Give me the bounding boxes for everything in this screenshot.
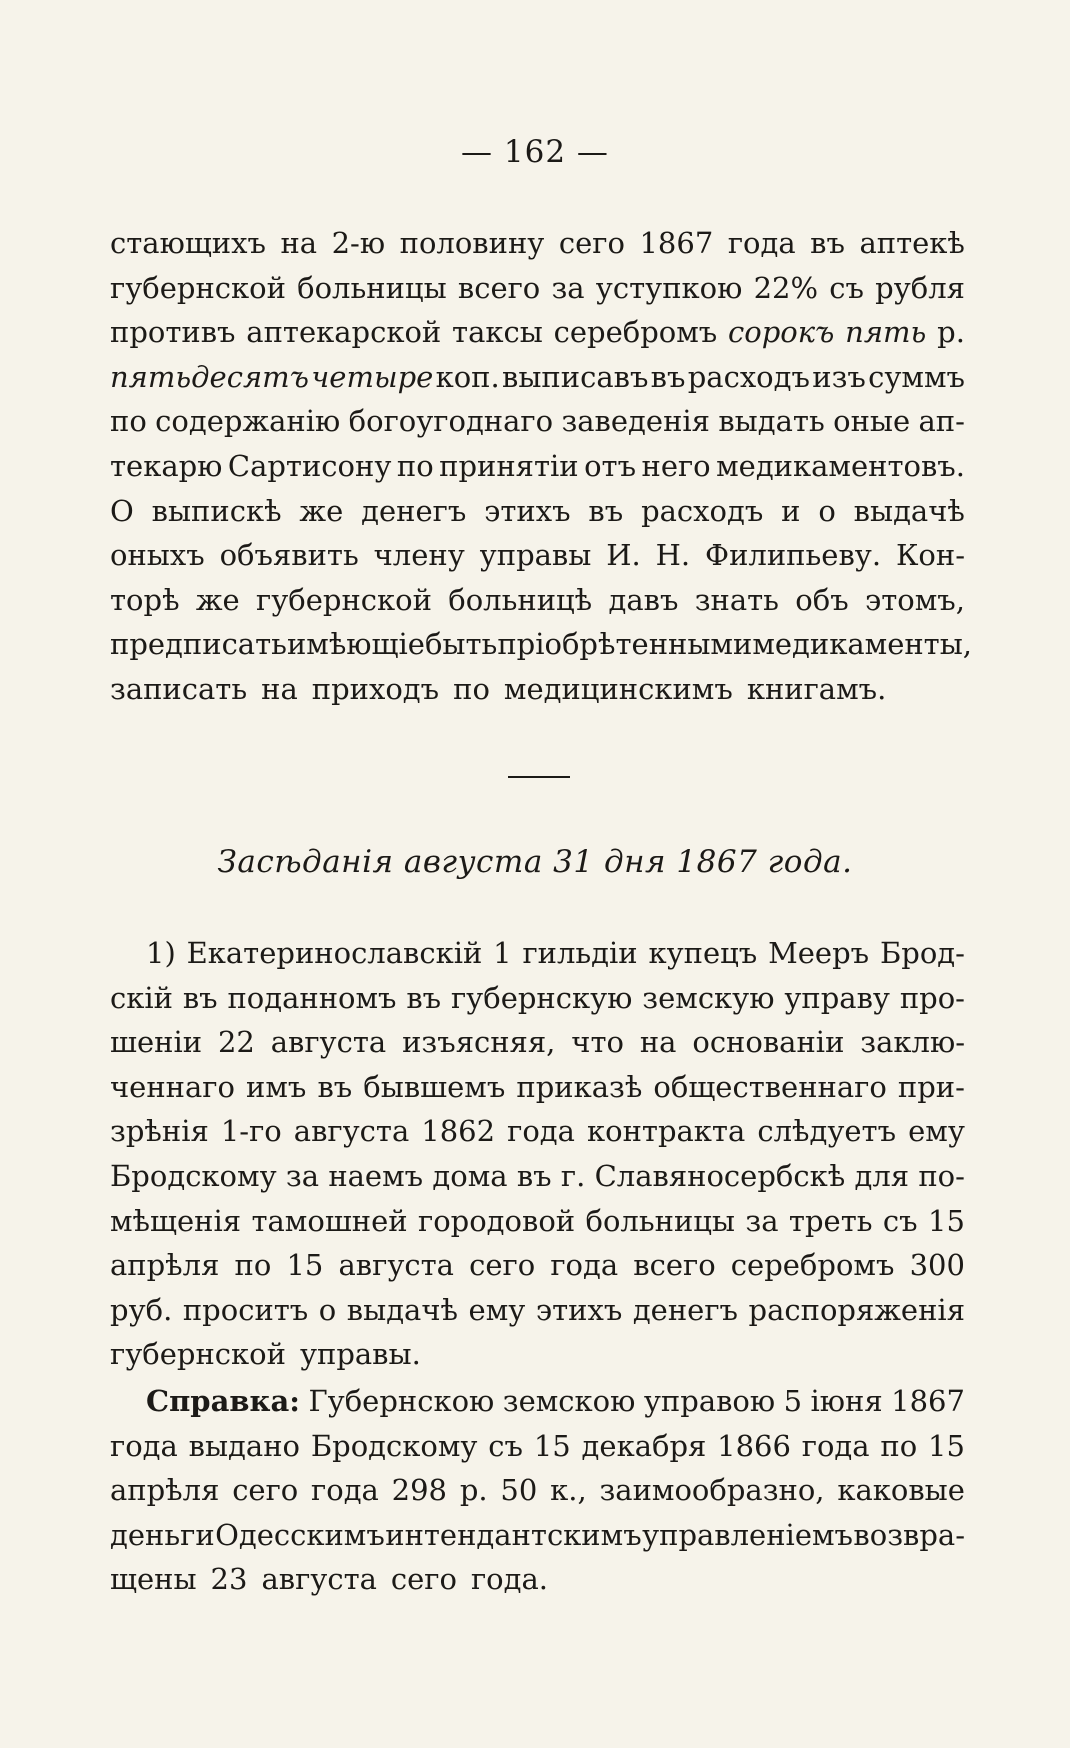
- text-line: [110, 310, 965, 355]
- word: управы.: [299, 1337, 421, 1372]
- word: объ: [795, 582, 849, 617]
- word: Бродскому: [110, 1158, 277, 1193]
- word: аптекѣ: [859, 226, 965, 260]
- word: наемъ: [328, 1158, 424, 1193]
- text-line: [110, 976, 965, 1021]
- word: управленіемъ: [642, 1517, 853, 1552]
- word: имъ: [246, 1069, 307, 1104]
- word: декабря: [581, 1428, 707, 1463]
- text-line: [110, 578, 965, 623]
- word: половину: [399, 226, 545, 260]
- word: управу: [784, 980, 890, 1015]
- word: записать: [110, 671, 248, 706]
- word: Кон-: [895, 538, 965, 573]
- word: слѣдуетъ: [757, 1114, 897, 1149]
- word: съ: [882, 1203, 918, 1238]
- word: сего: [558, 226, 625, 260]
- word: же: [299, 493, 344, 528]
- word: стающихъ: [110, 226, 266, 260]
- word: И.: [606, 538, 641, 573]
- word: к.,: [550, 1473, 587, 1508]
- word: Одесскимъ: [215, 1517, 385, 1552]
- word: имѣющіе: [286, 627, 425, 662]
- word: 298: [391, 1473, 448, 1508]
- word: управы: [479, 538, 592, 573]
- text-line: [110, 266, 965, 311]
- word: текарю: [110, 448, 223, 483]
- word: Губернскою: [308, 1384, 495, 1418]
- word: губернской: [110, 1337, 286, 1372]
- word: 22: [217, 1025, 255, 1060]
- word: по-: [918, 1158, 965, 1193]
- word: быть: [424, 627, 498, 662]
- word: богоугоднаго: [348, 404, 554, 439]
- word: каковые: [837, 1473, 965, 1508]
- word: денегъ: [632, 1292, 738, 1327]
- word: приходъ: [311, 671, 440, 706]
- word: 15: [533, 1428, 571, 1463]
- word: медикаменты,: [752, 627, 973, 662]
- word: о: [318, 1292, 337, 1327]
- text-line: [110, 1020, 965, 1065]
- word: августа: [293, 1114, 410, 1149]
- word: расходъ: [641, 493, 764, 528]
- word: въ: [588, 493, 624, 528]
- word: городовой: [418, 1203, 576, 1238]
- word: распоряженія: [748, 1292, 965, 1327]
- word: 15: [286, 1248, 324, 1283]
- word: сорокъ: [728, 315, 835, 350]
- text-line: [110, 1109, 965, 1154]
- word: г.: [560, 1158, 586, 1193]
- word: 300: [909, 1248, 965, 1283]
- word: 1867: [891, 1384, 965, 1418]
- word: купецъ: [648, 936, 758, 970]
- word: всего: [457, 270, 541, 305]
- word: августа: [270, 1025, 387, 1060]
- word: Мееръ: [768, 936, 870, 970]
- word: него: [641, 448, 711, 483]
- word: 5: [783, 1384, 803, 1418]
- word: принятіи: [439, 448, 579, 483]
- word: дома: [432, 1158, 508, 1193]
- word: заимообразно,: [599, 1473, 825, 1508]
- word: сего: [232, 1473, 299, 1508]
- word: съ: [488, 1428, 523, 1463]
- word: основаніи: [692, 1025, 845, 1060]
- word: Н.: [655, 538, 691, 573]
- text-line: [110, 1288, 965, 1333]
- word: таксы: [452, 315, 543, 350]
- word: четыре: [311, 359, 434, 394]
- word: Сартисону: [227, 448, 392, 483]
- word: давъ: [608, 582, 679, 617]
- word: съ: [829, 270, 864, 305]
- word: щены: [110, 1562, 197, 1597]
- word: больницѣ: [448, 582, 593, 617]
- word: въ: [810, 226, 845, 260]
- text-line: [110, 1513, 965, 1558]
- word: уступкою: [595, 270, 743, 305]
- word: августа: [261, 1562, 377, 1597]
- word: денегъ: [361, 493, 467, 528]
- word: противъ: [110, 315, 236, 350]
- word: рубля: [875, 270, 965, 305]
- word: выпискѣ: [151, 493, 282, 528]
- word: земскою: [502, 1384, 636, 1418]
- word: губернской: [110, 270, 286, 305]
- word: 1867: [639, 226, 714, 260]
- word: года: [801, 1428, 870, 1463]
- word: Екатеринославскій: [186, 936, 483, 970]
- word: для: [854, 1158, 910, 1193]
- word: р.: [459, 1473, 488, 1508]
- word: мѣщенія: [110, 1203, 242, 1238]
- word: медицинскимъ: [503, 671, 733, 706]
- word: деньги: [110, 1517, 215, 1552]
- word: въ: [516, 1158, 552, 1193]
- word: аптекарской: [246, 315, 442, 350]
- word: приказѣ: [516, 1069, 643, 1104]
- word: Филипьеву.: [705, 538, 882, 573]
- word: 2-ю: [331, 226, 386, 260]
- page-number: — 162 —: [461, 134, 609, 170]
- word: по: [234, 1248, 272, 1283]
- word: изъясняя,: [402, 1025, 556, 1060]
- text-line: [110, 221, 965, 266]
- word: за: [551, 270, 585, 305]
- word: сего: [390, 1562, 457, 1597]
- word: всего: [633, 1248, 716, 1283]
- word: губернской: [256, 582, 432, 617]
- word: книгамъ.: [746, 671, 887, 706]
- word: 23: [210, 1562, 248, 1597]
- word: про-: [899, 980, 965, 1015]
- text-line: [110, 1154, 965, 1199]
- word: изъ: [812, 359, 866, 394]
- word: въ: [650, 359, 686, 394]
- word: выдать: [718, 404, 825, 439]
- word: въ: [406, 980, 442, 1015]
- word: 15: [928, 1428, 965, 1463]
- text-line: [110, 1332, 965, 1377]
- text-line: [110, 1424, 965, 1469]
- text-line: [110, 931, 965, 976]
- word: на: [639, 1025, 677, 1060]
- word: знать: [694, 582, 779, 617]
- word: 22%: [753, 270, 819, 305]
- word: возвра-: [853, 1517, 965, 1552]
- word: поданномъ: [227, 980, 397, 1015]
- word: отъ: [584, 448, 637, 483]
- word: за: [745, 1203, 779, 1238]
- word: въ: [317, 1069, 353, 1104]
- word: управою: [643, 1384, 776, 1418]
- word: и: [781, 493, 801, 528]
- word: проситъ: [182, 1292, 309, 1327]
- word: контракта: [587, 1114, 746, 1149]
- text-line: [110, 1065, 965, 1110]
- word: года: [311, 1473, 379, 1508]
- word: въ: [182, 980, 218, 1015]
- word: коп.: [435, 359, 500, 394]
- section-divider: [508, 776, 570, 778]
- word: по: [110, 404, 147, 439]
- word: губернскую: [450, 980, 633, 1015]
- word: 50: [500, 1473, 538, 1508]
- section-heading: Засѣданія августа 31 дня 1867 года.: [217, 844, 853, 880]
- word: Бродскому: [310, 1428, 478, 1463]
- word: по: [396, 448, 434, 483]
- word: года: [507, 1114, 575, 1149]
- word: пятьдесятъ: [110, 359, 309, 394]
- word: 1866: [717, 1428, 791, 1463]
- paragraph-item-1: [110, 931, 965, 1377]
- word: выдачѣ: [346, 1292, 459, 1327]
- word: пріобрѣтенными: [497, 627, 753, 662]
- word: ченнаго: [110, 1069, 235, 1104]
- word: по: [880, 1428, 918, 1463]
- word: пять: [845, 315, 927, 350]
- paragraph-continuation: [110, 221, 973, 712]
- word: гильдіи: [522, 936, 638, 970]
- word: о: [818, 493, 836, 528]
- word: Славяносербскѣ: [594, 1158, 846, 1193]
- word: треть: [788, 1203, 873, 1238]
- word: за: [285, 1158, 320, 1193]
- word: больницы: [297, 270, 447, 305]
- word: на: [280, 226, 318, 260]
- word: заведенія: [561, 404, 710, 439]
- word: больницы: [585, 1203, 736, 1238]
- word: скій: [110, 980, 173, 1015]
- word: по: [453, 671, 490, 706]
- word: ему: [468, 1292, 526, 1327]
- word: выписавъ: [502, 359, 649, 394]
- word: года: [727, 226, 796, 260]
- word: 1-го: [220, 1114, 282, 1149]
- word: медикаментовъ.: [716, 448, 965, 483]
- word: члену: [373, 538, 465, 573]
- text-line: [110, 1243, 965, 1288]
- word: сего: [469, 1248, 536, 1283]
- word: этихъ: [484, 493, 571, 528]
- word: оные: [833, 404, 911, 439]
- text-line: [110, 355, 965, 400]
- word: зрѣнія: [110, 1114, 209, 1149]
- word: шеніи: [110, 1025, 203, 1060]
- word: года: [110, 1428, 178, 1463]
- word: апрѣля: [110, 1473, 220, 1508]
- text-line: [110, 667, 965, 712]
- word: земскую: [642, 980, 775, 1015]
- word: расходъ: [687, 359, 810, 394]
- word: ему: [908, 1114, 965, 1149]
- text-line: [110, 1557, 965, 1602]
- word: руб.: [110, 1292, 173, 1327]
- word: серебромъ: [730, 1248, 895, 1283]
- word: серебромъ: [553, 315, 718, 350]
- word: содержанію: [155, 404, 341, 439]
- word: ап-: [918, 404, 965, 439]
- text-line: [110, 444, 965, 489]
- text-line: [110, 622, 973, 667]
- word: торѣ: [110, 582, 180, 617]
- text-line: [110, 489, 965, 534]
- word: августа: [338, 1248, 454, 1283]
- text-line: [110, 1199, 965, 1244]
- word: 1862: [421, 1114, 496, 1149]
- word: р.: [937, 315, 965, 350]
- word: этомъ,: [864, 582, 965, 617]
- word: что: [571, 1025, 624, 1060]
- word: этихъ: [535, 1292, 623, 1327]
- word: общественнаго: [653, 1069, 887, 1104]
- word: оныхъ: [110, 538, 205, 573]
- text-line: [110, 1379, 965, 1424]
- word: объявить: [219, 538, 359, 573]
- text-line: [110, 533, 965, 578]
- word: интендантскимъ: [385, 1517, 642, 1552]
- text-line: [110, 1468, 965, 1513]
- word: выдачѣ: [853, 493, 965, 528]
- word: выдано: [188, 1428, 300, 1463]
- word: на: [261, 671, 298, 706]
- word: года: [550, 1248, 619, 1283]
- text-line: [110, 399, 965, 444]
- word: апрѣля: [110, 1248, 220, 1283]
- word: тамошней: [251, 1203, 408, 1238]
- word: же: [195, 582, 240, 617]
- word: Справка:: [146, 1384, 300, 1418]
- word: при-: [897, 1069, 965, 1104]
- paragraph-spravka: [110, 1379, 965, 1602]
- word: 1): [146, 936, 176, 970]
- word: заклю-: [860, 1025, 965, 1060]
- word: 15: [928, 1203, 965, 1238]
- word: бывшемъ: [363, 1069, 506, 1104]
- word: О: [110, 493, 134, 528]
- word: 1: [493, 936, 512, 970]
- word: года.: [470, 1562, 548, 1597]
- word: іюня: [810, 1384, 883, 1418]
- word: суммъ: [868, 359, 965, 394]
- word: Брод-: [879, 936, 965, 970]
- word: предписать: [110, 627, 287, 662]
